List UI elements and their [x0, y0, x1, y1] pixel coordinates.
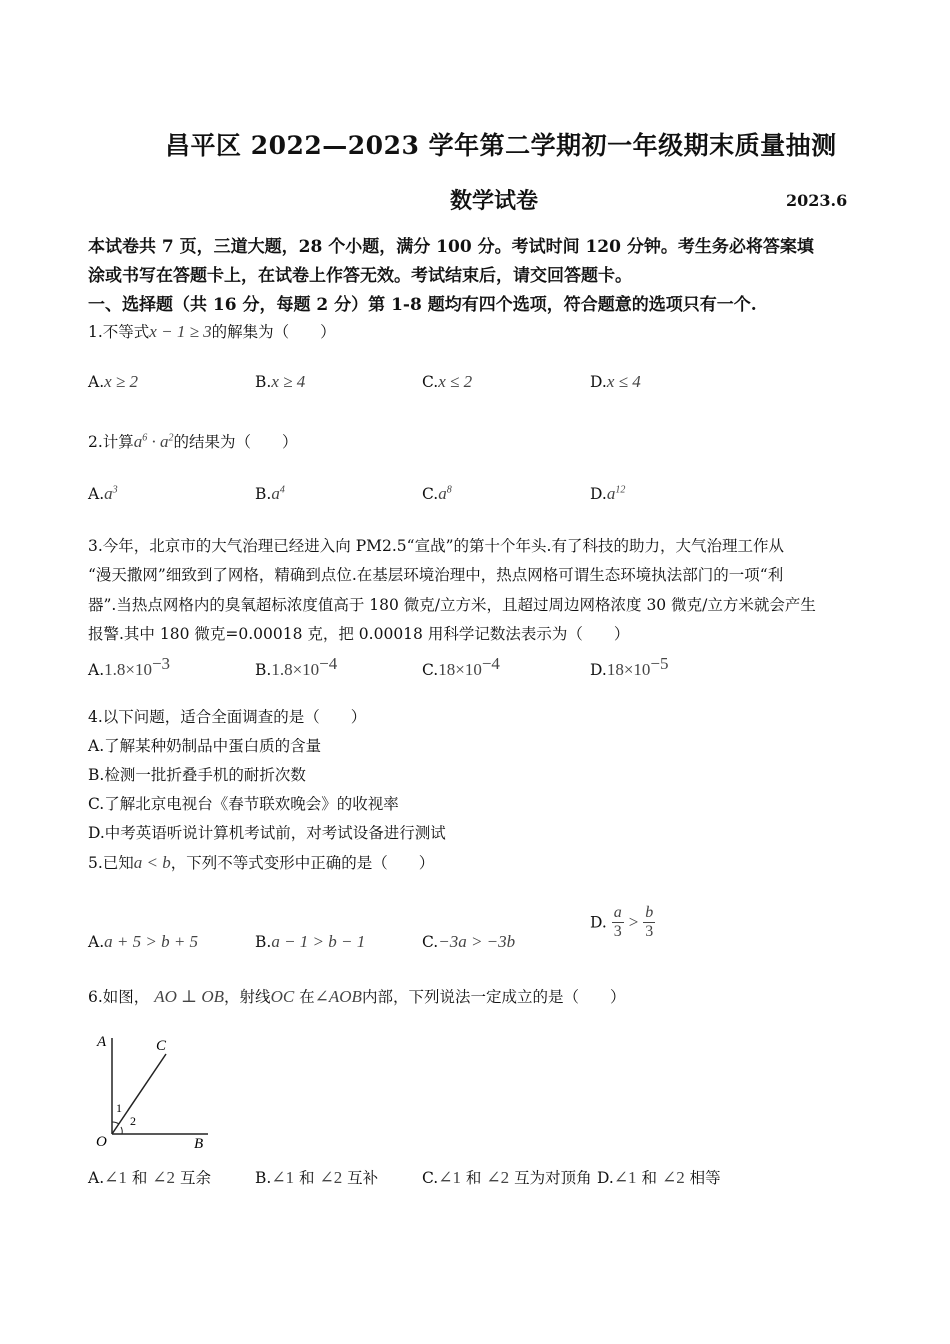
question-3-line-4: 报警.其中 180 微克=0.00018 克，把 0.00018 用科学记数法表示为（ ）: [88, 625, 630, 643]
q5-option-d: D. $\frac{a}{3}$ > $\frac{b}{3}$: [590, 904, 654, 940]
label-c: C: [156, 1038, 167, 1054]
label-o: O: [96, 1134, 107, 1150]
instructions-line-1: 本试卷共 7 页，三道大题，28 个小题，满分 100 分。考试时间 120 分钟。考生务必将答案填: [88, 237, 814, 257]
angle-figure: [90, 1030, 220, 1155]
angle-1-arc: [112, 1122, 119, 1124]
q4-option-b: B.检测一批折叠手机的耐折次数: [88, 766, 306, 784]
q4-option-a: A.了解某种奶制品中蛋白质的含量: [88, 737, 322, 755]
label-angle-1: 1: [116, 1101, 122, 1115]
q1-option-d: D.x ≤ 4: [590, 372, 641, 391]
q3-option-d: $D.18\times 10^{-5}$: [590, 654, 669, 680]
q2-option-c: $C.a^8$: [422, 484, 452, 503]
label-b: B: [194, 1136, 204, 1152]
question-3-line-1: 3.今年，北京市的大气治理已经进入向 PM2.5“宣战”的第十个年头.有了科技的助力，大气治理工作从: [88, 537, 784, 555]
q1-option-c: C.x ≤ 2: [422, 372, 473, 391]
q5-option-a: A.a + 5 > b + 5: [88, 932, 199, 951]
q2-option-b: $B.a^4$: [255, 484, 285, 503]
question-3-line-3: 器”.当热点网格内的臭氧超标浓度值高于 180 微克/立方米，且超过周边网格浓度 30 微克/立方米就会产生: [88, 596, 816, 614]
q2-option-a: $A.a^3$: [88, 484, 118, 503]
subject-title: 数学试卷: [450, 188, 539, 214]
label-a: A: [97, 1034, 107, 1050]
question-2-stem: 2.计算$a^6 \cdot a^2$的结果为（ ）: [88, 432, 298, 451]
q6-option-c: C.∠1 和 ∠2 互为对顶角: [422, 1168, 592, 1187]
question-6-stem: 6.如图， AO ⊥ OB，射线OC 在∠AOB内部，下列说法一定成立的是（ ）: [88, 987, 626, 1006]
instructions-line-2: 涂或书写在答题卡上，在试卷上作答无效。考试结束后，请交回答题卡。: [88, 266, 632, 286]
q2-option-d: $D.a^{12}$: [590, 484, 626, 503]
q5-option-c: C.−3a > −3b: [422, 932, 516, 951]
question-4-stem: 4.以下问题，适合全面调查的是（ ）: [88, 708, 367, 726]
angle-2-arc: [121, 1127, 122, 1134]
q4-option-d: D.中考英语听说计算机考试前，对考试设备进行测试: [88, 824, 446, 842]
q6-option-b: B.∠1 和 ∠2 互补: [255, 1168, 379, 1187]
q1-option-b: B.x ≥ 4: [255, 372, 306, 391]
label-angle-2: 2: [130, 1114, 136, 1128]
q3-option-a: $A.1.8\times 10^{-3}$: [88, 654, 171, 680]
q1-expression: x − 1 ≥ 3: [149, 322, 212, 341]
q5-expression: a < b: [133, 853, 171, 872]
exam-date: 2023.6: [786, 191, 848, 210]
q3-option-c: $C.18\times 10^{-4}$: [422, 654, 500, 680]
question-3-line-2: “漫天撒网”细致到了网格，精确到点位.在基层环境治理中，热点网格可谓生态环境执法部门的一项“利: [88, 566, 784, 584]
q6-option-a: A.∠1 和 ∠2 互余: [88, 1168, 211, 1187]
ray-oc: [112, 1054, 166, 1134]
question-1-stem: 1.不等式x − 1 ≥ 3的解集为（ ）: [88, 322, 336, 341]
exam-title: 昌平区 2022—2023 学年第二学期初一年级期末质量抽测: [165, 131, 837, 160]
q4-option-c: C.了解北京电视台《春节联欢晚会》的收视率: [88, 795, 399, 813]
q5-option-b: B.a − 1 > b − 1: [255, 932, 366, 951]
q2-expression: $a^6 \cdot a^2$: [133, 432, 174, 451]
q3-option-b: $B.1.8\times 10^{-4}$: [255, 654, 338, 680]
q1-option-a: A.x ≥ 2: [88, 372, 139, 391]
question-5-stem: 5.已知a < b，下列不等式变形中正确的是（ ）: [88, 853, 435, 872]
q6-option-d: D.∠1 和 ∠2 相等: [597, 1168, 721, 1187]
section1-heading: 一、选择题（共 16 分，每题 2 分）第 1-8 题均有四个选项，符合题意的选项只有一个.: [88, 295, 757, 315]
